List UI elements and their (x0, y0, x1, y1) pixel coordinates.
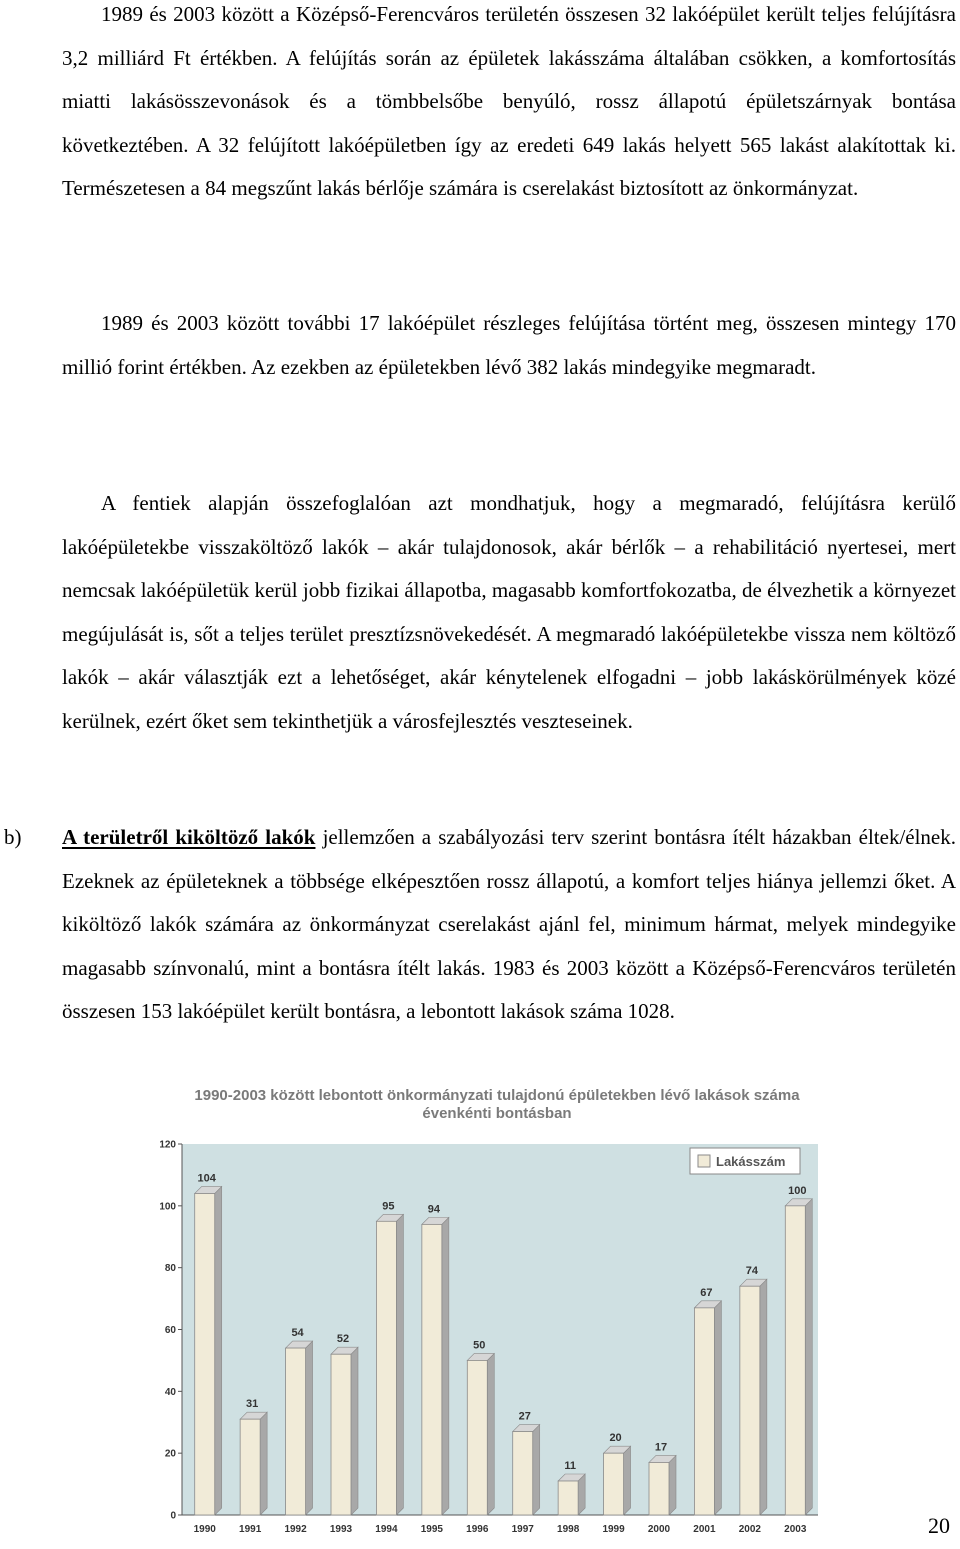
x-tick-label: 1994 (375, 1524, 398, 1535)
bar-side (396, 1214, 403, 1515)
page-number: 20 (928, 1513, 950, 1538)
bar-value-label: 67 (700, 1286, 713, 1299)
x-tick-label: 1990 (193, 1524, 216, 1535)
y-tick-label: 40 (164, 1386, 176, 1398)
bar (240, 1419, 260, 1515)
x-tick-label: 2002 (738, 1524, 761, 1535)
bar-side (487, 1353, 494, 1515)
y-tick-label: 80 (164, 1263, 176, 1275)
plot-background (182, 1144, 818, 1515)
bar-value-label: 95 (382, 1200, 395, 1213)
bar (467, 1360, 487, 1515)
bar-side (669, 1455, 676, 1515)
x-tick-label: 1996 (466, 1524, 489, 1535)
x-tick-label: 1999 (602, 1524, 625, 1535)
x-tick-label: 2001 (693, 1524, 716, 1535)
bar-value-label: 74 (745, 1265, 758, 1278)
bar-value-label: 20 (609, 1432, 622, 1445)
y-tick-label: 20 (164, 1448, 176, 1460)
chart-legend (690, 1148, 800, 1174)
bar-value-label: 94 (427, 1203, 440, 1216)
chart-subtitle: évenkénti bontásban (422, 1105, 572, 1122)
paragraph-partial-renovation-text: 1989 és 2003 között további 17 lakóépület részleges felújítása történt meg, összesen mintegy 170 millió forint értékben. Az ezekben az épületekben lévő 382 lakás mindegyike megmaradt. (62, 311, 956, 379)
bar-value-label: 11 (564, 1459, 576, 1472)
x-axis-ticks (194, 1524, 807, 1535)
demolished-flats-bar-chart (148, 1080, 846, 1542)
bar-side (260, 1412, 267, 1515)
list-marker-b: b) (4, 825, 22, 849)
bar-value-label: 17 (654, 1441, 668, 1454)
chart-svg (148, 1080, 846, 1542)
y-axis-ticks (159, 1140, 182, 1522)
paragraph-renovation (62, 0, 956, 211)
bar (376, 1221, 396, 1515)
bar-value-label: 54 (291, 1327, 304, 1340)
bar (286, 1348, 306, 1515)
bar (740, 1286, 760, 1515)
x-tick-label: 1993 (329, 1524, 353, 1535)
bar-value-label: 27 (518, 1410, 531, 1423)
y-tick-label: 0 (170, 1510, 176, 1522)
legend-label: Lakásszám (716, 1154, 786, 1169)
paragraph-outmoving-text: jellemzően a szabályozási terv szerint bontásra ítélt házakban éltek/élnek. Ezeknek az épületeknek a többsége elképesztően rossz állapotú, a komfort teljes hiánya jellemzi őket. A kiköltöző lakók számára az önkormányzat cserelakást ajánl fel, minimum hármat, melyek mindegyike magasabb színvonalú, mint a bontásra ítélt lakás. 1983 és 2003 között a Középső-Ferencváros területén összesen 153 lakóépület került bontásra, a lebontott lakások száma 1028. (62, 825, 956, 1023)
bar (195, 1193, 215, 1515)
bar-side (442, 1217, 449, 1515)
bar (649, 1462, 669, 1515)
bar-value-label: 104 (197, 1172, 216, 1185)
bar (785, 1206, 805, 1515)
paragraph-summary-text: A fentiek alapján összefoglalóan azt mondhatjuk, hogy a megmaradó, felújításra kerülő lakóépületekbe visszaköltöző lakók – akár tulajdonosok, akár bérlők – a rehabilitáció nyertesei, mert nemcsak lakóépületük kerül jobb fizikai állapotba, magasabb komfortfokozatba, de élvezhetik a környezet megújulását is, sőt a teljes terület presztízsnövekedését. A megmaradó lakóépületekbe vissza nem költöző lakók – akár választják ezt a lehetőséget, akár kénytelenek elfogadni – jobb lakáskörülmények közé kerülnek, ezért őket sem tekinthetjük a városfejlesztés veszteseinek. (62, 491, 956, 733)
bar (604, 1453, 624, 1515)
paragraph-summary (62, 482, 956, 743)
bar (513, 1432, 533, 1515)
x-tick-label: 1997 (511, 1524, 534, 1535)
bar-value-label: 31 (246, 1398, 259, 1411)
x-tick-label: 1995 (420, 1524, 443, 1535)
bar-side (624, 1446, 631, 1515)
paragraph-outmoving-residents (62, 816, 956, 1034)
x-tick-label: 1992 (284, 1524, 307, 1535)
bar-value-label: 50 (473, 1339, 486, 1352)
x-tick-label: 1998 (557, 1524, 580, 1535)
bar (694, 1308, 714, 1515)
bar-side (215, 1186, 222, 1515)
bar (331, 1354, 351, 1515)
bar-side (351, 1347, 358, 1515)
bar-side (805, 1199, 812, 1515)
bar (422, 1224, 442, 1515)
paragraph-partial-renovation (62, 302, 956, 389)
bar-value-label: 52 (336, 1333, 350, 1346)
x-tick-label: 2003 (784, 1524, 807, 1535)
bar-side (533, 1425, 540, 1515)
bar-side (760, 1279, 767, 1515)
paragraph-lead-heading: A területről kiköltöző lakók (62, 825, 316, 849)
paragraph-renovation-text: 1989 és 2003 között a Középső-Ferencváros területén összesen 32 lakóépület került teljes felújításra 3,2 milliárd Ft értékben. A felújítás során az épületek lakásszáma általában csökken, a komfortosítás miatti lakásösszevonások és a tömbbelsőbe benyúló, rossz állapotú épületszárnyak bontása következtében. A 32 felújított lakóépületben így az eredeti 649 lakás helyett 565 lakást alakítottak ki. Természetesen a 84 megszűnt lakás bérlője számára is cserelakást biztosított az önkormányzat. (62, 2, 956, 200)
chart-title: 1990-2003 között lebontott önkormányzati tulajdonú épületekben lévő lakások száma (194, 1087, 800, 1104)
plot-area (182, 1144, 818, 1515)
y-tick-label: 60 (164, 1325, 176, 1336)
y-tick-label: 120 (159, 1139, 176, 1151)
x-tick-label: 2000 (647, 1524, 671, 1535)
bar-side (714, 1301, 721, 1515)
bar-side (306, 1341, 313, 1515)
legend-swatch (698, 1155, 710, 1167)
x-tick-label: 1991 (239, 1524, 262, 1535)
bar (558, 1481, 578, 1515)
bar-value-label: 100 (788, 1184, 807, 1197)
y-tick-label: 100 (159, 1201, 176, 1213)
